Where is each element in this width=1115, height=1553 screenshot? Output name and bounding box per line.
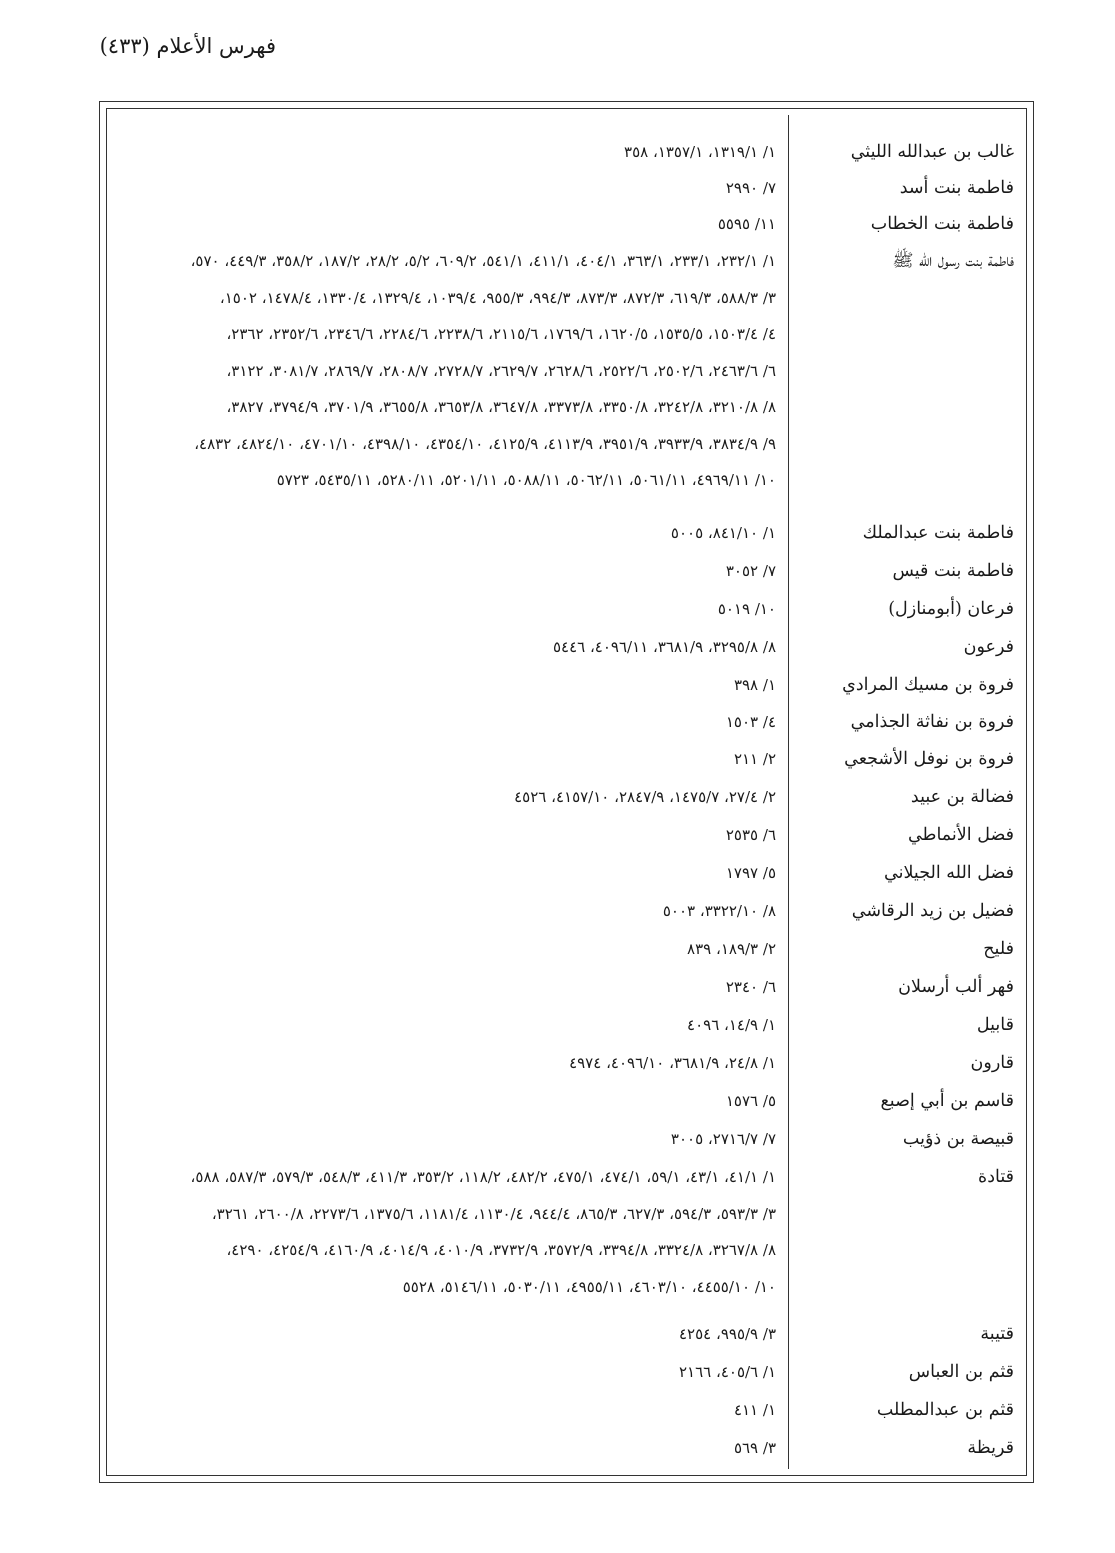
entry-name: قريظة (967, 1438, 1014, 1458)
entry-name: فرعون (963, 637, 1014, 657)
reference-line: ١/ ٤١/١، ٤٣/١، ٥٩/١، ٤٧٤/١، ٤٧٥/١، ٤٨٢/٢، ١١٨/٢، ٣٥٣/٢، ٤١١/٣، ٥٤٨/٣، ٥٧٩/٣، ٥٨٧/٣، ٥٨٨، (190, 1168, 776, 1186)
reference-line: ١/ ٤٠٥/٦، ٢١٦٦ (678, 1363, 776, 1381)
entry-references (96, 598, 776, 635)
reference-line: ٨/ ٣٢٦٧/٨، ٣٣٢٤/٨، ٣٣٩٤/٨، ٣٥٧٢/٩، ٣٧٣٢/٩، ٤٠١٠/٩، ٤٠١٤/٩، ٤١٦٠/٩، ٤٢٥٤/٩، ٤٢٩٠، (226, 1241, 776, 1259)
entry-name: غالب بن عبدالله الليثي (850, 142, 1014, 162)
reference-line: ١/ ٢٤/٨، ٣٦٨١/٩، ٤٠٩٦/١٠، ٤٩٧٤ (569, 1054, 776, 1072)
entry-references (96, 1014, 776, 1051)
reference-line: ٧/ ٢٩٩٠ (725, 179, 776, 197)
reference-line: ٤/ ١٥٠٣ (725, 713, 776, 731)
reference-line: ١١/ ٥٥٩٥ (717, 215, 776, 233)
entry-name: قارون (970, 1053, 1014, 1073)
entry-references (96, 674, 776, 711)
entry-references (96, 938, 776, 975)
reference-line: ٨/ ٣٣٢٢/١٠، ٥٠٠٣ (662, 902, 776, 920)
reference-line: ١٠/ ٥٠١٩ (717, 600, 776, 618)
entry-name: فليح (983, 939, 1014, 959)
entry-references (96, 1052, 776, 1089)
reference-line: ٢/ ٢١١ (733, 750, 776, 768)
entry-references (96, 522, 776, 559)
entry-name: قتيبة (980, 1324, 1014, 1344)
entry-name: فاطمة بنت أسد (899, 178, 1014, 198)
entry-references (96, 1437, 776, 1474)
entry-references (96, 560, 776, 597)
entry-references (96, 1166, 776, 1312)
entry-name: فضل الله الجيلاني (884, 863, 1014, 883)
reference-line: ٢/ ١٨٩/٣، ٨٣٩ (687, 940, 776, 958)
reference-line: ١/ ١٣١٩/١، ١٣٥٧/١، ٣٥٨ (624, 143, 776, 161)
entry-references (96, 636, 776, 673)
reference-line: ٨/ ٣٢١٠/٨، ٣٢٤٢/٨، ٣٣٥٠/٨، ٣٣٧٣/٨، ٣٦٤٧/٨، ٣٦٥٣/٨، ٣٦٥٥/٨، ٣٧٠١/٩، ٣٧٩٤/٩، ٣٨٢٧، (226, 398, 776, 416)
reference-line: ١/ ٨٤١/١٠، ٥٠٠٥ (670, 524, 776, 542)
page-header: فهرس الأعلام (٤٣٣) (99, 34, 276, 58)
reference-line: ٣/ ٩٩٥/٩، ٤٢٥٤ (678, 1325, 776, 1343)
reference-line: ٧/ ٣٠٥٢ (725, 562, 776, 580)
entry-name: فضالة بن عبيد (910, 787, 1014, 807)
entry-references (96, 1323, 776, 1360)
entry-name: فضل الأنماطي (907, 825, 1014, 845)
entry-name: فضيل بن زيد الرقاشي (851, 901, 1014, 921)
entry-name: فاطمة بنت قيس (892, 561, 1014, 581)
entry-references (96, 711, 776, 748)
entry-references (96, 748, 776, 785)
entry-references (96, 1090, 776, 1127)
reference-line: ١/ ٢٣٢/١، ٢٣٣/١، ٣٦٣/١، ٤٠٤/١، ٤١١/١، ٥٤١/١، ٦٠٩/٢، ٥/٢، ٢٨/٢، ١٨٧/٢، ٣٥٨/٢، ٤٤٩/٣، ٥٧٠، (190, 252, 776, 270)
reference-line: ٩/ ٣٨٣٤/٩، ٣٩٣٣/٩، ٣٩٥١/٩، ٤١١٣/٩، ٤١٢٥/٩، ٤٣٥٤/١٠، ٤٣٩٨/١٠، ٤٧٠١/١٠، ٤٨٢٤/١٠، ٤٨٣٢، (194, 434, 776, 453)
entry-name: فاطمة بنت عبدالملك (862, 523, 1014, 543)
entry-references (96, 250, 776, 506)
entry-references (96, 976, 776, 1013)
entry-references (96, 824, 776, 861)
reference-line: ٤/ ١٥٠٣/٤، ١٥٣٥/٥، ١٦٢٠/٥، ١٧٦٩/٦، ٢١١٥/٦، ٢٢٣٨/٦، ٢٢٨٤/٦، ٢٣٤٦/٦، ٢٣٥٢/٦، ٢٣٦٢، (226, 325, 776, 343)
reference-line: ١٠/ ٤٩٦٩/١١، ٥٠٦١/١١، ٥٠٦٢/١١، ٥٠٨٨/١١، ٥٢٠١/١١، ٥٢٨٠/١١، ٥٤٣٥/١١، ٥٧٢٣ (276, 471, 776, 489)
reference-line: ١/ ١٤/٩، ٤٠٩٦ (687, 1016, 776, 1034)
entry-name: قابيل (976, 1015, 1014, 1035)
reference-line: ٣/ ٥٦٩ (733, 1439, 776, 1457)
entry-references (96, 1399, 776, 1436)
entry-name: فاطمة بنت الخطاب (870, 214, 1014, 234)
reference-line: ٦/ ٢٤٦٣/٦، ٢٥٠٢/٦، ٢٥٢٢/٦، ٢٦٢٨/٦، ٢٦٢٩/٧، ٢٧٢٨/٧، ٢٨٠٨/٧، ٢٨٦٩/٧، ٣٠٨١/٧، ٣١٢٢، (226, 361, 776, 380)
entry-name: فروة بن نفاثة الجذامي (850, 712, 1014, 732)
entry-references (96, 1128, 776, 1165)
reference-line: ٣/ ٥٨٨/٣، ٦١٩/٣، ٨٧٢/٣، ٨٧٣/٣، ٩٩٤/٣، ٩٥٥/٣، ١٠٣٩/٤، ١٣٢٩/٤، ١٣٣٠/٤، ١٤٧٨/٤، ١٥٠٢، (219, 288, 776, 307)
entry-references (96, 177, 776, 214)
entry-name: فاطمة بنت رسول الله ﷺ (892, 251, 1014, 271)
reference-line: ٧/ ٢٧١٦/٧، ٣٠٠٥ (670, 1130, 776, 1148)
entry-name: فرعان (أبومنازل) (888, 599, 1014, 619)
entry-name: فروة بن نوفل الأشجعي (844, 749, 1014, 769)
reference-line: ٥/ ١٥٧٦ (725, 1092, 776, 1110)
entry-name: قثم بن العباس (908, 1362, 1014, 1382)
reference-line: ٣/ ٥٩٣/٣، ٥٩٤/٣، ٦٢٧/٣، ٨٦٥/٣، ٩٤٤/٤، ١١٣٠/٤، ١١٨١/٤، ١٣٧٥/٦، ٢٢٧٣/٦، ٢٦٠٠/٨، ٣٢٦١، (211, 1204, 776, 1223)
entry-references (96, 141, 776, 178)
reference-line: ٨/ ٣٢٩٥/٨، ٣٦٨١/٩، ٤٠٩٦/١١، ٥٤٤٦ (552, 638, 776, 656)
entry-references (96, 1361, 776, 1398)
reference-line: ١٠/ ٤٤٥٥/١٠، ٤٦٠٣/١٠، ٤٩٥٥/١١، ٥٠٣٠/١١، ٥١٤٦/١١، ٥٥٢٨ (402, 1277, 776, 1296)
reference-line: ١/ ٣٩٨ (733, 676, 776, 694)
entry-name: فهر ألب أرسلان (898, 977, 1014, 997)
entry-references (96, 900, 776, 937)
reference-line: ٦/ ٢٣٤٠ (725, 978, 776, 996)
entry-references (96, 786, 776, 823)
entry-references (96, 862, 776, 899)
entry-name: قاسم بن أبي إصبع (880, 1091, 1014, 1111)
reference-line: ١/ ٤١١ (733, 1401, 776, 1419)
entry-name: قثم بن عبدالمطلب (876, 1400, 1014, 1420)
entry-name: قتادة (978, 1167, 1014, 1187)
reference-line: ٦/ ٢٥٣٥ (725, 826, 776, 844)
reference-line: ٢/ ٢٧/٤، ١٤٧٥/٧، ٢٨٤٧/٩، ٤١٥٧/١٠، ٤٥٢٦ (514, 788, 776, 806)
entry-name: فروة بن مسيك المرادي (842, 675, 1014, 695)
entry-references (96, 213, 776, 250)
reference-line: ٥/ ١٧٩٧ (725, 864, 776, 882)
entry-name: قبيصة بن ذؤيب (902, 1129, 1014, 1149)
